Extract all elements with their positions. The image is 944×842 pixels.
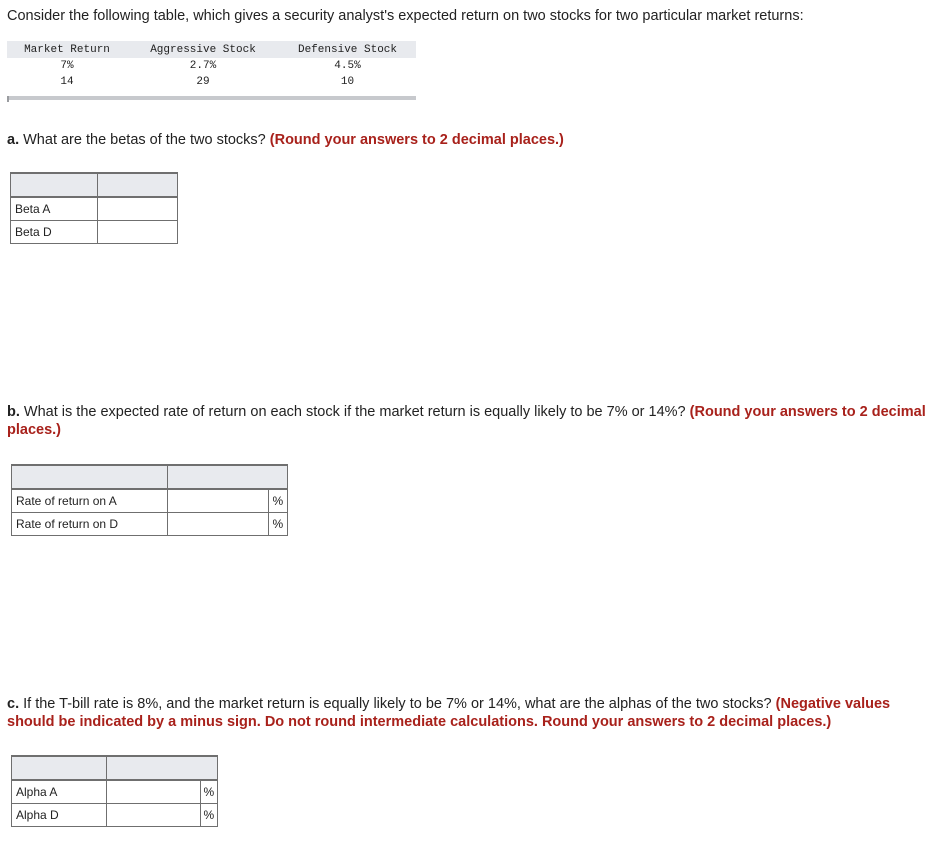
answer-row-alpha-d: [12, 804, 218, 827]
beta-a-input[interactable]: [98, 198, 177, 220]
percent-unit: %: [268, 489, 287, 513]
beta-d-cell: [97, 221, 177, 244]
question-a-part: a.: [7, 132, 20, 148]
percent-unit: %: [200, 780, 217, 804]
row-label: Rate of return on D: [12, 513, 168, 536]
percent-unit: %: [268, 513, 287, 536]
table-bottom-rule: [7, 96, 416, 100]
header-cell: [11, 173, 98, 197]
header-market-return: Market Return: [7, 41, 127, 58]
answer-table-header: [12, 756, 218, 780]
rate-of-return-answer-table: [11, 464, 288, 536]
question-a-text: What are the betas of the two stocks?: [23, 132, 266, 148]
table-row: [7, 58, 416, 74]
row-label: Alpha A: [12, 780, 107, 804]
header-defensive-stock: Defensive Stock: [279, 41, 416, 58]
header-cell: [107, 756, 218, 780]
question-b-text: What is the expected rate of return on each stock if the market return is equally likely to be 7% or 14%?: [23, 404, 686, 420]
alphas-answer-table: [11, 755, 218, 827]
answer-row-alpha-a: [12, 780, 218, 804]
row-label: Beta D: [11, 221, 98, 244]
question-b-part: b.: [7, 404, 20, 420]
row-label: Rate of return on A: [12, 489, 168, 513]
answer-row-beta-d: [11, 221, 178, 244]
row-label: Alpha D: [12, 804, 107, 827]
beta-d-input[interactable]: [98, 221, 177, 243]
betas-answer-table: [10, 172, 178, 244]
question-c-hint: (Negative values should be indicated by a minus sign. Do not round intermediate calculations. Round your answers to 2 decimal places.): [7, 696, 891, 730]
returns-table-header: [7, 41, 416, 58]
cell-defensive-stock: 4.5%: [334, 60, 361, 72]
question-c: [7, 695, 937, 731]
rate-d-cell: [167, 513, 268, 536]
percent-unit: %: [200, 804, 217, 827]
question-c-part: c.: [7, 696, 20, 712]
cell-market-return: 7%: [60, 60, 74, 72]
intro-text: Consider the following table, which gives a security analyst's expected return on two stocks for two particular market returns:: [7, 8, 804, 24]
row-label: Beta A: [11, 197, 98, 221]
cell-market-return: 14: [60, 76, 74, 88]
cell-aggressive-stock: 29: [196, 76, 210, 88]
beta-a-cell: [97, 197, 177, 221]
question-a: [7, 131, 564, 149]
answer-row-rate-d: [12, 513, 288, 536]
header-cell: [167, 465, 287, 489]
question-b: [7, 403, 937, 439]
cell-defensive-stock: 10: [340, 76, 355, 88]
question-b-hint: (Round your answers to 2 decimal places.): [7, 404, 926, 438]
returns-table: [7, 41, 416, 90]
cell-aggressive-stock: 2.7%: [189, 60, 217, 72]
question-c-text: If the T-bill rate is 8%, and the market return is equally likely to be 7% or 14%, what are the alphas of the two stocks?: [23, 696, 772, 712]
answer-row-rate-a: [12, 489, 288, 513]
rate-a-input[interactable]: [168, 490, 268, 512]
rate-d-input[interactable]: [168, 513, 268, 535]
alpha-d-input[interactable]: [107, 804, 199, 826]
alpha-a-input[interactable]: [107, 781, 199, 803]
header-cell: [12, 465, 168, 489]
header-cell: [97, 173, 177, 197]
answer-row-beta-a: [11, 197, 178, 221]
question-a-hint: (Round your answers to 2 decimal places.): [269, 132, 564, 148]
header-aggressive-stock: Aggressive Stock: [127, 41, 279, 58]
header-cell: [12, 756, 107, 780]
answer-table-header: [11, 173, 178, 197]
alpha-d-cell: [107, 804, 200, 827]
alpha-a-cell: [107, 780, 200, 804]
rate-a-cell: [167, 489, 268, 513]
answer-table-header: [12, 465, 288, 489]
table-row: [7, 74, 416, 90]
